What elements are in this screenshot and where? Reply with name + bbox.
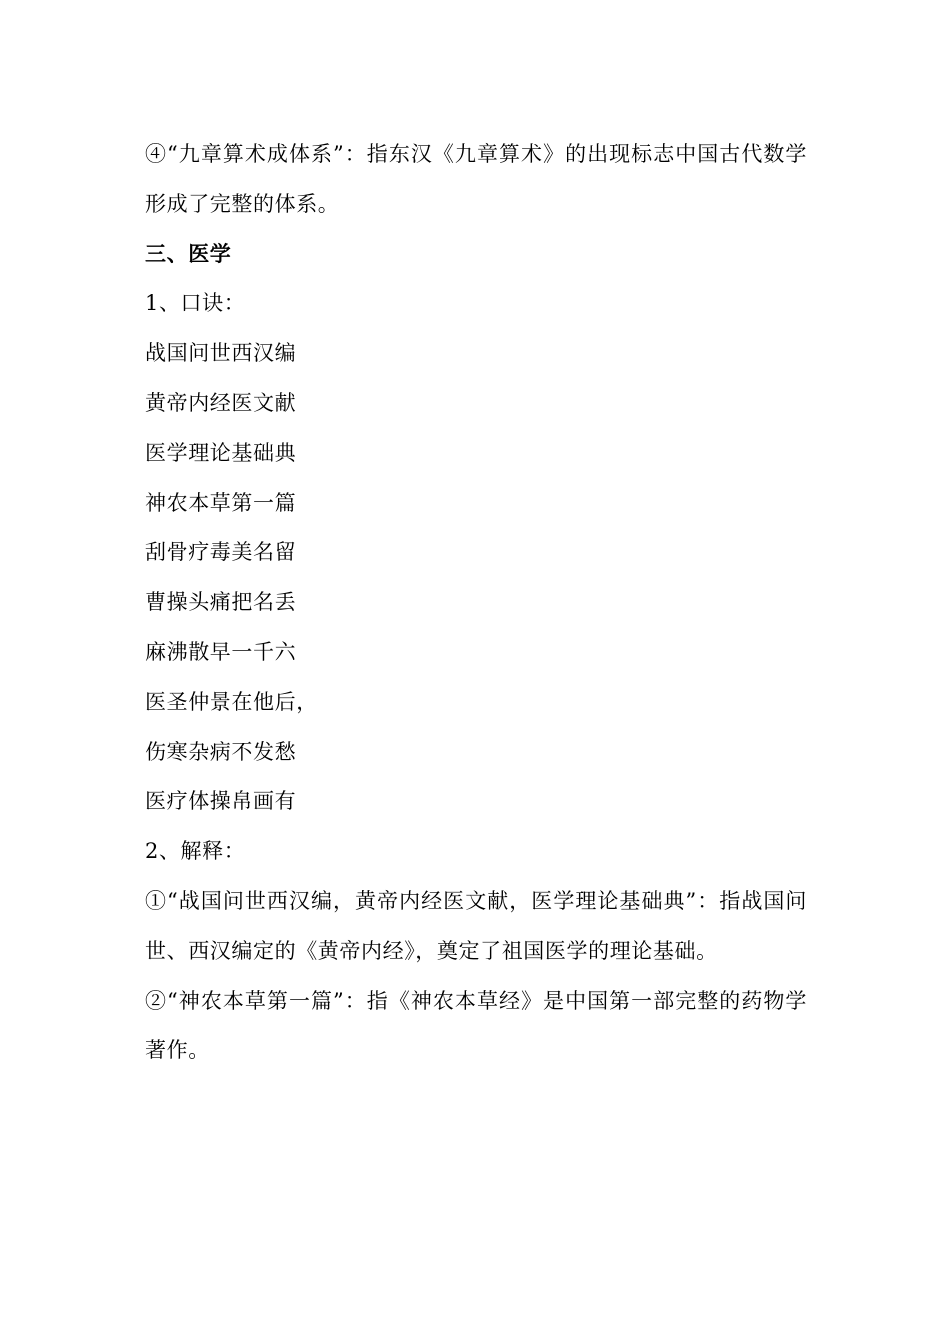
- poem-line: 黄帝内经医文献: [145, 390, 297, 415]
- poem-line: 麻沸散早一千六: [145, 639, 297, 664]
- paragraph-shennong-bencao: ②“神农本草第一篇”：指《神农本草经》是中国第一部完整的药物学著作。: [145, 988, 807, 1063]
- page-content: [145, 130, 807, 1076]
- section-heading-medicine: 三、医学: [145, 241, 232, 266]
- paragraph-jiuzhang: ④“九章算术成体系”：指东汉《九章算术》的出现标志中国古代数学形成了完整的体系。: [145, 142, 807, 216]
- paragraph-huangdi-neijing: ①“战国问世西汉编，黄帝内经医文献，医学理论基础典”：指战国问世、西汉编定的《黄帝内经》，奠定了祖国医学的理论基础。: [145, 888, 807, 963]
- poem-line: 医学理论基础典: [145, 440, 297, 465]
- poem-line: 医疗体操帛画有: [145, 789, 297, 814]
- poem-line: 医圣仲景在他后，: [145, 689, 318, 714]
- poem-line: 神农本草第一篇: [145, 490, 297, 515]
- poem-line: 曹操头痛把名丢: [145, 590, 297, 615]
- koujue-label: 1、口诀：: [145, 291, 246, 316]
- jieshi-label: 2、解释：: [145, 839, 246, 864]
- poem-line: 战国问世西汉编: [145, 341, 297, 366]
- poem-line: 刮骨疗毒美名留: [145, 540, 297, 565]
- poem-line: 伤寒杂病不发愁: [145, 739, 297, 764]
